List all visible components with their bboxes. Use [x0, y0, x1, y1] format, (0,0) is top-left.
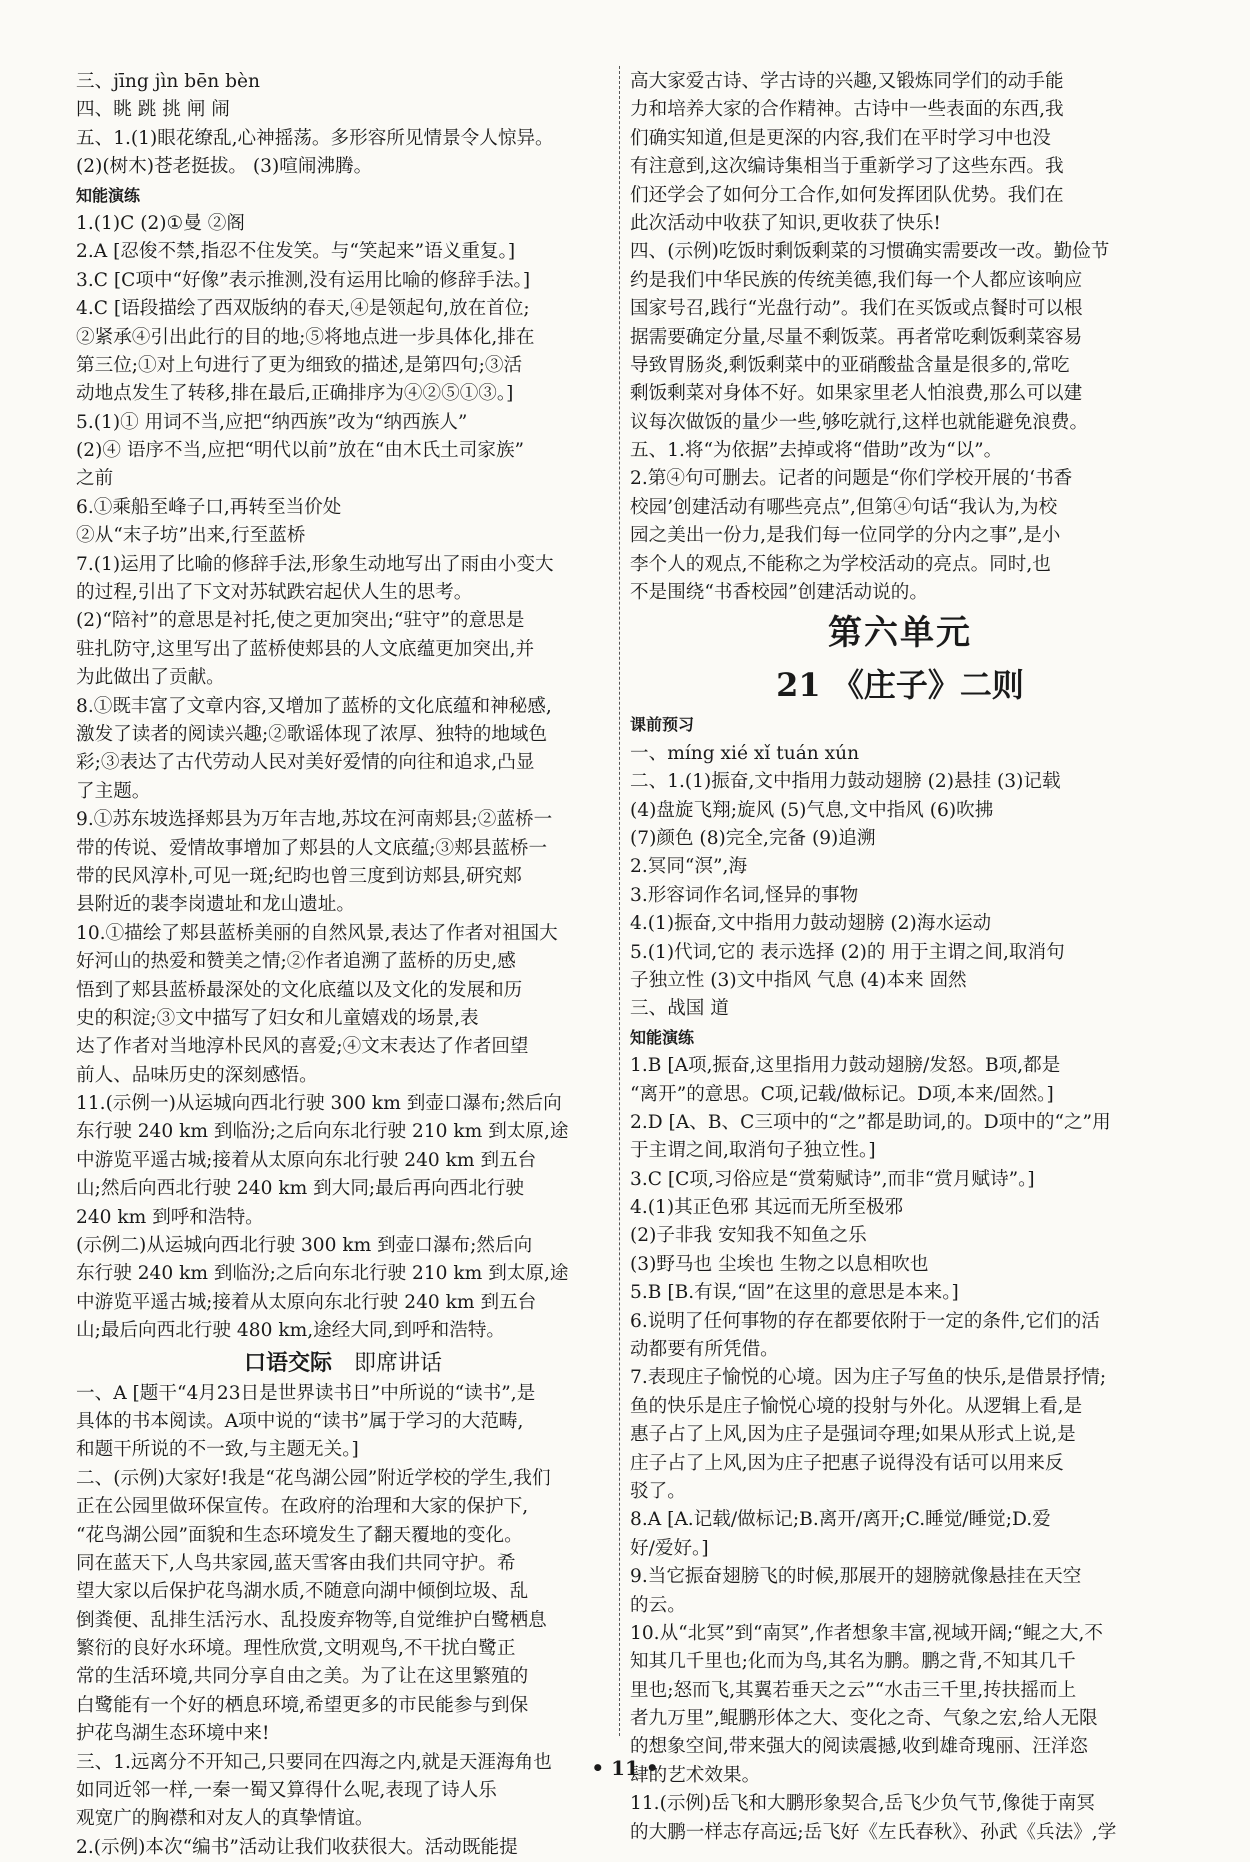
text-line: 护花鸟湖生态环境中来! — [76, 1723, 270, 1745]
text-line: 驳了。 — [630, 1480, 686, 1502]
text-line: 8.①既丰富了文章内容,又增加了蓝桥的文化底蕴和神秘感, — [76, 695, 552, 717]
text-line: 一、A [题干“4月23日是世界读书日”中所说的“读书”,是 — [76, 1382, 536, 1404]
text-line: 2.(示例)本次“编书”活动让我们收获很大。活动既能提 — [76, 1836, 518, 1858]
text-line: 3.C [C项,习俗应是“赏菊赋诗”,而非“赏月赋诗”。] — [630, 1168, 1035, 1190]
text-line: 2.D [A、B、C三项中的“之”都是助词,的。D项中的“之”用 — [630, 1111, 1111, 1133]
text-line: 里也;怒而飞,其翼若垂天之云”“水击三千里,抟扶摇而上 — [630, 1679, 1077, 1701]
text-line: 9.①苏东坡选择郏县为万年吉地,苏坟在河南郏县;②蓝桥一 — [76, 809, 553, 831]
text-line: (2)④ 语序不当,应把“明代以前”放在“由木氏土司家族” — [76, 440, 525, 462]
text-line: 8.A [A.记载/做标记;B.离开/离开;C.睡觉/睡觉;D.爱 — [630, 1509, 1051, 1531]
page-number: • 11 • — [591, 1756, 659, 1780]
text-line: 5.(1)代词,它的 表示选择 (2)的 用于主谓之间,取消句 — [630, 941, 1065, 963]
text-line: 11.(示例一)从运城向西北行驶 300 km 到壶口瀑布;然后向 — [76, 1093, 562, 1115]
text-line: 悟到了郏县蓝桥最深处的文化底蕴以及文化的发展和历 — [76, 979, 523, 1001]
text-line: 之前 — [76, 468, 114, 490]
text-line: 二、1.(1)振奋,文中指用力鼓动翅膀 (2)悬挂 (3)记载 — [630, 771, 1061, 793]
text-line: 2.冥同“溟”,海 — [630, 856, 748, 878]
unit-title: 第六单元 — [828, 613, 972, 654]
text-line: 山;然后向西北行驶 240 km 到大同;最后再向西北行驶 — [76, 1178, 524, 1200]
text-line: 3.形容词作名词,怪异的事物 — [630, 884, 859, 906]
text-line: 园之美出一份力,是我们每一位同学的分内之事”,是小 — [630, 525, 1061, 547]
text-line: 倒粪便、乱排生活污水、乱投废弃物等,自觉维护白鹭栖息 — [76, 1609, 547, 1631]
text-line: 了主题。 — [76, 780, 151, 802]
text-line: 常的生活环境,共同分享自由之美。为了让在这里繁殖的 — [76, 1666, 529, 1688]
text-line: 东行驶 240 km 到临汾;之后向东北行驶 210 km 到太原,途 — [76, 1263, 569, 1285]
text-line: 的云。 — [630, 1594, 686, 1616]
text-line: 肆的艺术效果。 — [630, 1764, 761, 1786]
text-line: 者九万里”,鲲鹏形体之大、变化之奇、气象之宏,给人无限 — [630, 1708, 1098, 1730]
text-line: 约是我们中华民族的传统美德,我们每一个人都应该响应 — [630, 269, 1083, 291]
text-line: 11.(示例)岳飞和大鹏形象契合,岳飞少负气节,像徙于南冥 — [630, 1793, 1095, 1815]
text-line: 9.当它振奋翅膀飞的时候,那展开的翅膀就像悬挂在天空 — [630, 1566, 1082, 1588]
text-line: 1.(1)C (2)①曼 ②阁 — [76, 212, 245, 234]
text-line: 二、(示例)大家好!我是“花鸟湖公园”附近学校的学生,我们 — [76, 1467, 551, 1489]
text-line: 据需要确定分量,尽量不剩饭菜。再者常吃剩饭剩菜容易 — [630, 326, 1083, 348]
text-line: 惠子占了上风,因为庄子是强词夺理;如果从形式上说,是 — [630, 1424, 1076, 1446]
section-heading-oral — [76, 1346, 610, 1380]
text-line: 10.①描绘了郏县蓝桥美丽的自然风景,表达了作者对祖国大 — [76, 922, 558, 944]
text-line: 有注意到,这次编诗集相当于重新学习了这些东西。我 — [630, 156, 1064, 178]
text-line: 4.(1)振奋,文中指用力鼓动翅膀 (2)海水运动 — [630, 913, 992, 935]
text-line: 五、1.将“为依据”去掉或将“借助”改为“以”。 — [630, 440, 1003, 462]
text-line: 带的民风淳朴,可见一斑;纪昀也曾三度到访郏县,研究郏 — [76, 865, 522, 887]
text-line: 此次活动中收获了知识,更收获了快乐! — [630, 212, 941, 234]
text-line: 李个人的观点,不能称之为学校活动的亮点。同时,也 — [630, 553, 1051, 575]
text-line: (2)(树木)苍老挺拔。 (3)喧闹沸腾。 — [76, 156, 373, 178]
text-line: 繁衍的良好水环境。理性欣赏,文明观鸟,不干扰白鹭正 — [76, 1638, 516, 1660]
text-line: 导致胃肠炎,剩饭剩菜中的亚硝酸盐含量是很多的,常吃 — [630, 354, 1070, 376]
text-line: 7.表现庄子愉悦的心境。因为庄子写鱼的快乐,是借景抒情; — [630, 1367, 1107, 1389]
text-line: “离开”的意思。C项,记载/做标记。D项,本来/固然。] — [630, 1083, 1054, 1105]
text-line: 的过程,引出了下文对苏轼跌宕起伏人生的思考。 — [76, 582, 473, 604]
text-line: 三、jīng jìn bēn bèn — [76, 71, 260, 92]
text-line: 们还学会了如何分工合作,如何发挥团队优势。我们在 — [630, 184, 1064, 206]
text-line: 校园’创建活动有哪些亮点”,但第④句话“我认为,为校 — [630, 496, 1058, 518]
text-line: 具体的书本阅读。A项中说的“读书”属于学习的大范畴, — [76, 1410, 524, 1432]
text-line: 子独立性 (3)文中指风 气息 (4)本来 固然 — [630, 969, 967, 991]
subsection-heading: 知能演练 — [630, 1027, 695, 1047]
text-line: 6.说明了任何事物的存在都要依附于一定的条件,它们的活 — [630, 1310, 1100, 1332]
left-column — [76, 68, 610, 1862]
text-line: 240 km 到呼和浩特。 — [76, 1206, 264, 1228]
text-line: 同在蓝天下,人鸟共家园,蓝天雪客由我们共同守护。希 — [76, 1552, 516, 1574]
lesson-title: 21 《庄子》二则 — [776, 666, 1024, 705]
text-line: 不是围绕“书香校园”创建活动说的。 — [630, 582, 928, 604]
text-line: 议每次做饭的量少一些,够吃就行,这样也就能避免浪费。 — [630, 411, 1089, 433]
text-line: 东行驶 240 km 到临汾;之后向东北行驶 210 km 到太原,途 — [76, 1121, 569, 1143]
text-line: 如同近邻一样,一秦一蜀又算得什么呢,表现了诗人乐 — [76, 1780, 497, 1802]
subsection-heading: 课前预习 — [630, 715, 695, 735]
text-line: 3.C [C项中“好像”表示推测,没有运用比喻的修辞手法。] — [76, 269, 531, 291]
text-line: 动都要有所凭借。 — [630, 1339, 779, 1361]
text-line: 的想象空间,带来强大的阅读震撼,收到雄奇瑰丽、汪洋恣 — [630, 1736, 1089, 1758]
text-line: 中游览平遥古城;接着从太原向东北行驶 240 km 到五台 — [76, 1291, 537, 1313]
text-line: 10.从“北冥”到“南冥”,作者想象丰富,视域开阔;“鲲之大,不 — [630, 1622, 1103, 1644]
text-line: 达了作者对当地淳朴民风的喜爱;④文末表达了作者回望 — [76, 1036, 529, 1058]
text-line: 国家号召,践行“光盘行动”。我们在买饭或点餐时可以根 — [630, 298, 1083, 320]
text-line: 好/爱好。] — [630, 1537, 709, 1559]
text-line: 带的传说、爱情故事增加了郏县的人文底蕴;③郏县蓝桥一 — [76, 837, 548, 859]
text-line: 好河山的热爱和赞美之情;②作者追溯了蓝桥的历史,感 — [76, 951, 516, 973]
text-line: 2.第④句可删去。记者的问题是“你们学校开展的‘书香 — [630, 468, 1073, 490]
text-line: 正在公园里做环保宣传。在政府的治理和大家的保护下, — [76, 1496, 529, 1518]
text-line: 剩饭剩菜对身体不好。如果家里老人怕浪费,那么可以建 — [630, 383, 1083, 405]
text-line: 白鹭能有一个好的栖息环境,希望更多的市民能参与到保 — [76, 1694, 529, 1716]
text-line: 观宽广的胸襟和对友人的真挚情谊。 — [76, 1808, 374, 1830]
text-line: ②紧承④引出此行的目的地;⑤将地点进一步具体化,排在 — [76, 326, 535, 348]
text-line: 7.(1)运用了比喻的修辞手法,形象生动地写出了雨由小变大 — [76, 553, 554, 575]
text-line: 第三位;①对上句进行了更为细致的描述,是第四句;③活 — [76, 354, 523, 376]
text-line: 史的积淀;③文中描写了妇女和儿童嬉戏的场景,表 — [76, 1007, 479, 1029]
text-line: 驻扎防守,这里写出了蓝桥使郏县的人文底蕴更加突出,并 — [76, 638, 535, 660]
section-heading-sub: 即席讲话 — [354, 1350, 443, 1376]
text-line: ②从“末子坊”出来,行至蓝桥 — [76, 525, 306, 547]
text-line: 望大家以后保护花鸟湖水质,不随意向湖中倾倒垃圾、乱 — [76, 1581, 529, 1603]
text-line: 三、战国 道 — [630, 998, 729, 1020]
text-line: 高大家爱古诗、学古诗的兴趣,又锻炼同学们的动手能 — [630, 71, 1064, 92]
text-line: 山;最后向西北行驶 480 km,途经大同,到呼和浩特。 — [76, 1320, 505, 1342]
right-column — [630, 68, 1170, 1847]
text-line: (示例二)从运城向西北行驶 300 km 到壶口瀑布;然后向 — [76, 1235, 533, 1257]
text-line: (2)子非我 安知我不知鱼之乐 — [630, 1225, 867, 1247]
text-line: 于主谓之间,取消句子独立性。] — [630, 1140, 876, 1162]
text-line: 庄子占了上风,因为庄子把惠子说得没有话可以用来反 — [630, 1452, 1064, 1474]
text-line: 动地点发生了转移,排在最后,正确排序为④②⑤①③。] — [76, 383, 514, 405]
text-line: 四、(示例)吃饭时剩饭剩菜的习惯确实需要改一改。勤俭节 — [630, 241, 1110, 263]
text-line: 4.C [语段描绘了西双版纳的春天,④是领起句,放在首位; — [76, 298, 530, 320]
text-line: 知其几千里也;化而为鸟,其名为鹏。鹏之背,不知其几千 — [630, 1651, 1076, 1673]
text-line: 三、1.远离分不开知己,只要同在四海之内,就是天涯海角也 — [76, 1751, 552, 1773]
text-line: 2.A [忍俊不禁,指忍不住发笑。与“笑起来”语义重复。] — [76, 241, 516, 263]
text-line: “花鸟湖公园”面貌和生态环境发生了翻天覆地的变化。 — [76, 1524, 523, 1546]
text-line: 四、眺 跳 挑 闸 闹 — [76, 99, 230, 121]
text-line: 和题干所说的不一致,与主题无关。] — [76, 1439, 359, 1461]
text-line: 们确实知道,但是更深的内容,我们在平时学习中也没 — [630, 127, 1051, 149]
text-line: 激发了读者的阅读兴趣;②歌谣体现了浓厚、独特的地域色 — [76, 723, 548, 745]
section-heading-main: 口语交际 — [243, 1349, 332, 1376]
text-line: 一、míng xié xǐ tuán xún — [630, 742, 860, 764]
text-line: (7)颜色 (8)完全,完备 (9)追溯 — [630, 827, 876, 849]
text-line: 鱼的快乐是庄子愉悦心境的投射与外化。从逻辑上看,是 — [630, 1395, 1083, 1417]
text-line: 为此做出了贡献。 — [76, 667, 225, 689]
text-line: 力和培养大家的合作精神。古诗中一些表面的东西,我 — [630, 99, 1064, 121]
text-line: 前人、品味历史的深刻感悟。 — [76, 1064, 318, 1086]
text-line: 1.B [A项,振奋,这里指用力鼓动翅膀/发怒。B项,都是 — [630, 1055, 1061, 1077]
text-line: 5.B [B.有误,“固”在这里的意思是本来。] — [630, 1282, 959, 1304]
text-line: (2)“陪衬”的意思是衬托,使之更加突出;“驻守”的意思是 — [76, 610, 525, 632]
text-line: 彩;③表达了古代劳动人民对美好爱情的向往和追求,凸显 — [76, 752, 535, 774]
text-line: 五、1.(1)眼花缭乱,心神摇荡。多形容所见情景令人惊异。 — [76, 127, 554, 149]
subsection-heading: 知能演练 — [76, 185, 141, 205]
text-line: 6.①乘船至峰子口,再转至当价处 — [76, 496, 342, 518]
text-line: 中游览平遥古城;接着从太原向东北行驶 240 km 到五台 — [76, 1149, 537, 1171]
text-line: (4)盘旋飞翔;旋风 (5)气息,文中指风 (6)吹拂 — [630, 799, 994, 821]
text-line: 县附近的裴李岗遗址和龙山遗址。 — [76, 894, 355, 916]
text-line: 的大鹏一样志存高远;岳飞好《左氏春秋》、孙武《兵法》,学 — [630, 1821, 1117, 1843]
column-divider — [619, 66, 620, 1736]
text-line: 5.(1)① 用词不当,应把“纳西族”改为“纳西族人” — [76, 411, 468, 433]
text-line: (3)野马也 尘埃也 生物之以息相吹也 — [630, 1253, 929, 1275]
text-line: 4.(1)其正色邪 其远而无所至极邪 — [630, 1197, 904, 1219]
